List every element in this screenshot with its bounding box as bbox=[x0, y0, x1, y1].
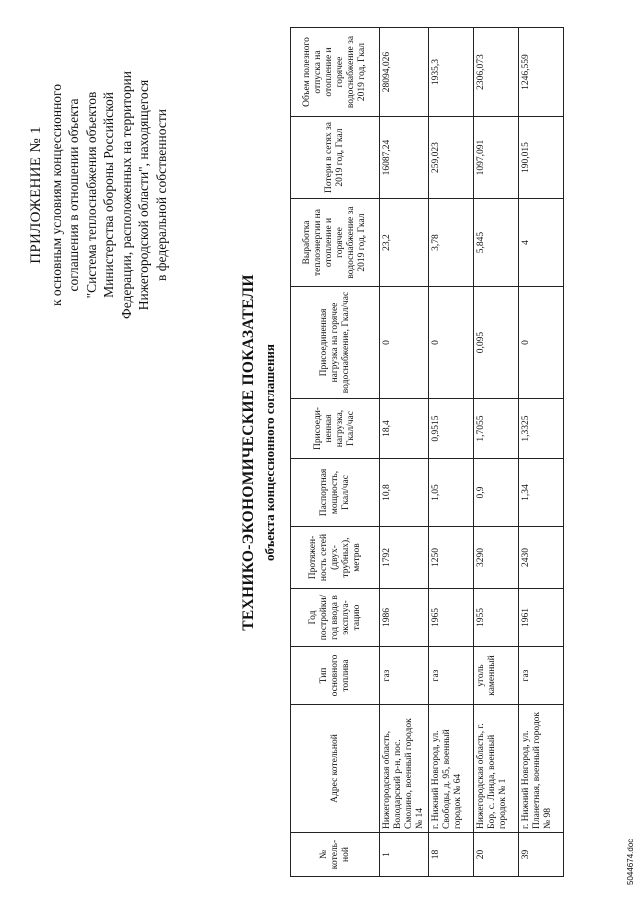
table-cell: 259,023 bbox=[429, 117, 474, 199]
column-header: Присоединенная нагрузка на горячее водоснабжение, Гкал/час bbox=[291, 287, 380, 399]
column-header: Адрес котельной bbox=[291, 705, 380, 833]
table-cell: 10,8 bbox=[380, 459, 429, 527]
column-header: Выработка теплоэнергии на отопление и горячее водоснабжение за 2019 год, Гкал bbox=[291, 199, 380, 287]
table-cell: 1955 bbox=[474, 589, 519, 647]
column-header: Объем полезного отпуска на отопление и горячее водоснабжение за 2019 год, Гкал bbox=[291, 28, 380, 117]
table-row bbox=[474, 28, 519, 877]
table-cell: 1,05 bbox=[429, 459, 474, 527]
column-header: Потери в сетях за 2019 год, Гкал bbox=[291, 117, 380, 199]
document-subtitle: объекта концессионного соглашения bbox=[262, 344, 277, 561]
column-header: Тип основного топлива bbox=[291, 647, 380, 705]
table-cell: уголь каменный bbox=[474, 647, 519, 705]
table-cell: газ bbox=[380, 647, 429, 705]
table-cell: газ bbox=[519, 647, 564, 705]
table-cell: 1965 bbox=[429, 589, 474, 647]
column-header: Год постройки/ год ввода в эксплуа-тацию bbox=[291, 589, 380, 647]
appendix-line: Министерства обороны Российской bbox=[101, 92, 116, 298]
table-cell: 0,9515 bbox=[429, 399, 474, 459]
indicators-table bbox=[290, 27, 564, 877]
table-cell: 0 bbox=[380, 287, 429, 399]
column-header: Протяжен-ность сетей (двух-трубных), метров bbox=[291, 527, 380, 589]
table-cell: 4 bbox=[519, 199, 564, 287]
appendix-line: Нижегородской области", находящегося bbox=[136, 79, 151, 311]
table-cell: 18,4 bbox=[380, 399, 429, 459]
table-cell: Нижегородская область, Володарский р-н, пос. Смолино, военный городок № 14 bbox=[380, 705, 429, 833]
document-title: ТЕХНИКО-ЭКОНОМИЧЕСКИЕ ПОКАЗАТЕЛИ bbox=[240, 274, 257, 631]
table-cell: 3,78 bbox=[429, 199, 474, 287]
table-cell: 5,845 bbox=[474, 199, 519, 287]
table-cell: 1246,559 bbox=[519, 28, 564, 117]
appendix-line: к основным условиям концессионного bbox=[48, 83, 64, 307]
table-cell: 0 bbox=[519, 287, 564, 399]
table-cell: 1792 bbox=[380, 527, 429, 589]
table-cell: 18 bbox=[429, 833, 474, 877]
table-cell: 0 bbox=[429, 287, 474, 399]
appendix-line: в федеральной собственности bbox=[153, 109, 169, 281]
table-cell: 2306,073 bbox=[474, 28, 519, 117]
table-cell: 1935,3 bbox=[429, 28, 474, 117]
table-cell: 1,3325 bbox=[519, 399, 564, 459]
table-cell: г. Нижний Новгород, ул. Планетная, военный городок № 98 bbox=[519, 705, 564, 833]
table-cell: 0,095 bbox=[474, 287, 519, 399]
column-header: Присоеди-ненная нагрузка, Гкал/час bbox=[291, 399, 380, 459]
table-cell: 1 bbox=[380, 833, 429, 877]
table-cell: 1,7055 bbox=[474, 399, 519, 459]
table-cell: 1986 bbox=[380, 589, 429, 647]
table-cell: газ bbox=[429, 647, 474, 705]
table-row bbox=[380, 28, 429, 877]
table-cell: 23,2 bbox=[380, 199, 429, 287]
table-cell: Нижегородская область, г. Бор, с. Линда, военный городок № 1 bbox=[474, 705, 519, 833]
file-name-footer: 5044674.doc bbox=[626, 838, 635, 885]
appendix-heading: ПРИЛОЖЕНИЕ № 1 bbox=[28, 126, 44, 264]
table-header-row bbox=[291, 28, 380, 877]
table-row bbox=[429, 28, 474, 877]
table-cell: 190,015 bbox=[519, 117, 564, 199]
table-row bbox=[519, 28, 564, 877]
appendix-line: соглашения в отношении объекта bbox=[66, 98, 81, 292]
appendix-line: "Система теплоснабжения объектов bbox=[83, 91, 99, 299]
table-cell: 39 bbox=[519, 833, 564, 877]
table-cell: 20 bbox=[474, 833, 519, 877]
table-cell: 3290 bbox=[474, 527, 519, 589]
column-header: Паспортная мощность, Гкал/час bbox=[291, 459, 380, 527]
table-cell: 0,9 bbox=[474, 459, 519, 527]
table-cell: 2430 bbox=[519, 527, 564, 589]
column-header: № котель-ной bbox=[291, 833, 380, 877]
table-cell: 28094,026 bbox=[380, 28, 429, 117]
table-cell: 16087,24 bbox=[380, 117, 429, 199]
appendix-block bbox=[28, 25, 170, 365]
appendix-line: Федерации, расположенных на территории bbox=[118, 71, 134, 319]
table-cell: г. Нижний Новгород, ул. Свободы, д. 95, военный городок № 64 bbox=[429, 705, 474, 833]
table-cell: 1,34 bbox=[519, 459, 564, 527]
table-cell: 1961 bbox=[519, 589, 564, 647]
table-cell: 1097,091 bbox=[474, 117, 519, 199]
table-cell: 1250 bbox=[429, 527, 474, 589]
